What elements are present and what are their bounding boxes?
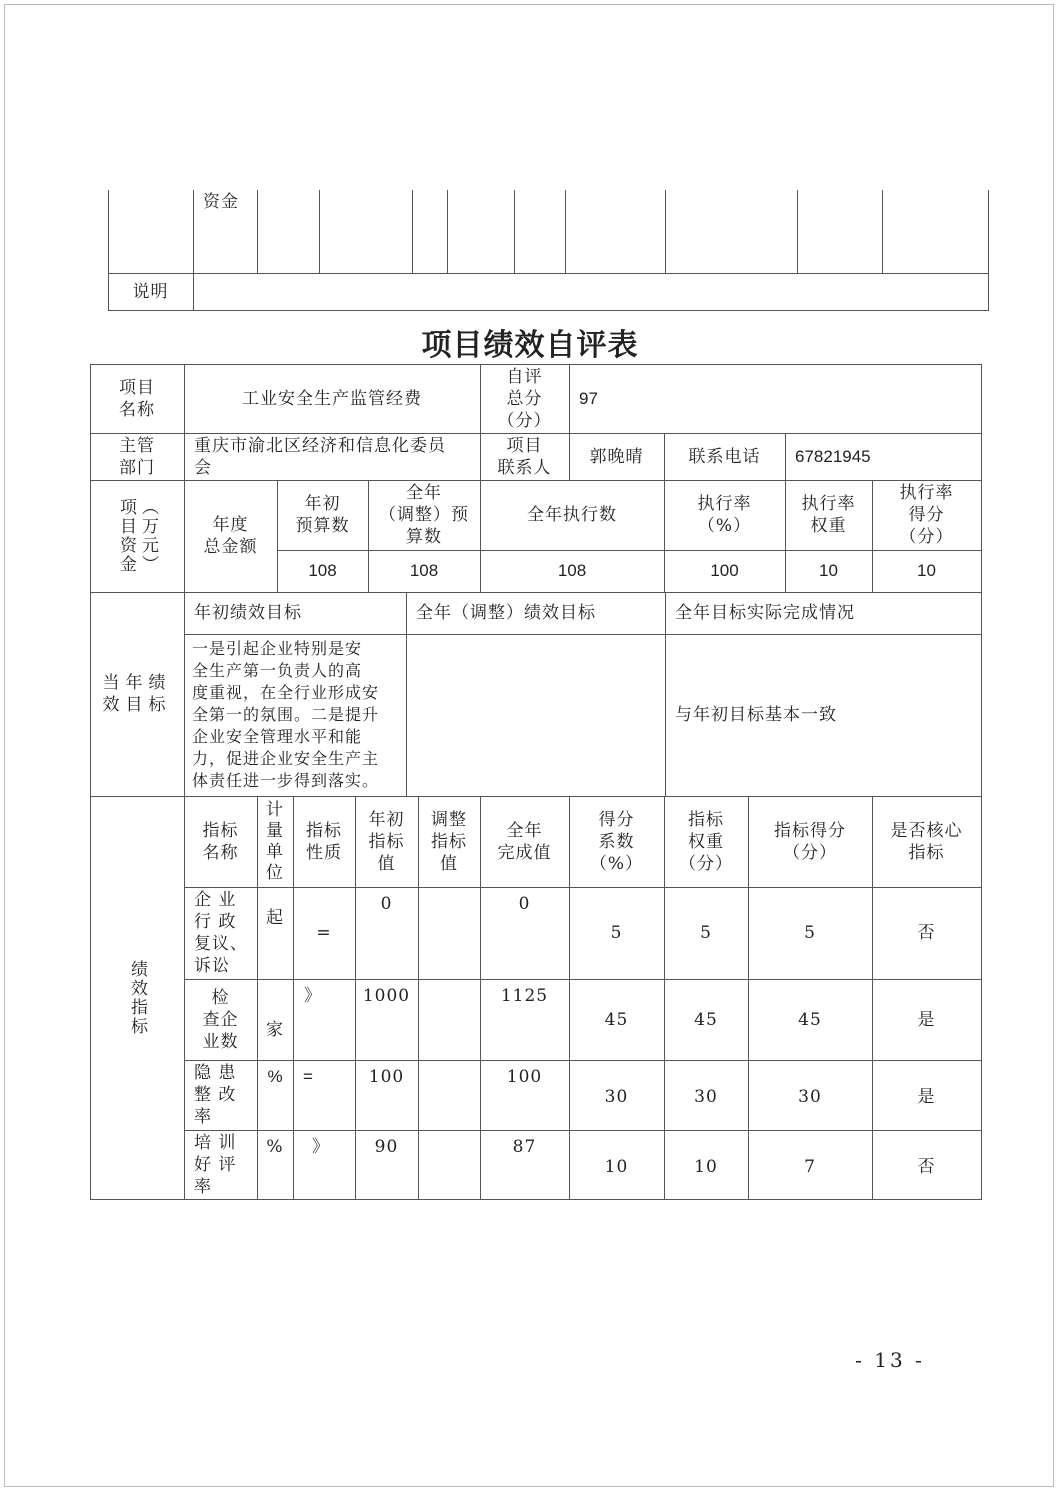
ind-initial-header: 年初 指标 值 (368, 809, 405, 874)
ind-row-3-name: 培 训 好 评 率 (194, 1132, 237, 1197)
exec-weight-value: 10 (819, 561, 838, 580)
ind-row-2-adjusted (418, 1060, 480, 1100)
self-score-label: 自评 总分 （分） (497, 366, 552, 431)
goals-label: 当年绩 效目标 (102, 673, 172, 715)
actual-goal-text: 与年初目标基本一致 (675, 705, 837, 725)
ind-core-header: 是否核心 指标 (890, 820, 963, 863)
adjusted-budget-header: 全年 （调整）预 算数 (379, 483, 469, 547)
ind-unit-header: 计 量 单 位 (266, 799, 284, 883)
executed-header: 全年执行数 (527, 505, 617, 525)
indicators-label-cell (90, 796, 184, 1199)
ind-row-0-completed: 0 (518, 894, 531, 914)
project-name-value: 工业安全生产监管经费 (242, 388, 422, 409)
ind-row-2-initial: 100 (368, 1067, 405, 1087)
exec-score-header: 执行率 得分 （分） (899, 483, 954, 547)
page-title: 项目绩效自评表 (421, 328, 639, 363)
ind-row-3-score: 7 (804, 1156, 816, 1177)
exec-rate-header: 执行率 （%） (697, 494, 752, 536)
fragment-funds-label: 资金 (203, 192, 239, 212)
ind-row-3-adjusted (418, 1130, 480, 1170)
self-score-value: 97 (579, 388, 598, 408)
ind-row-1-coef: 45 (604, 1009, 629, 1030)
ind-row-0-unit: 起 (266, 908, 284, 928)
initial-goal-text: 一是引起企业特别是安 全生产第一负责人的高 度重视，在全行业形成安 全第一的氛围。二是提升 企业安全管理水平和能 力，促进企业安全生产主 体责任进一步得到落实。 (192, 639, 380, 790)
phone-value: 67821945 (795, 446, 871, 466)
executed-value: 108 (557, 561, 587, 580)
ind-row-2-name: 隐 患 整 改 率 (194, 1063, 237, 1127)
ind-row-1-nature: 》 (304, 986, 322, 1006)
contact-value: 郭晚晴 (589, 446, 644, 467)
ind-row-1-core: 是 (917, 1009, 936, 1030)
ind-completed-header: 全年 完成值 (497, 820, 552, 863)
ind-coef-header: 得分 系数 （%） (589, 809, 644, 874)
page-number: - 13 - (855, 1348, 925, 1372)
ind-nature-header: 指标 性质 (306, 820, 342, 863)
ind-row-3-unit: % (266, 1137, 284, 1157)
ind-row-2-weight: 30 (694, 1087, 718, 1107)
indicators-label: 绩效指标 (127, 959, 147, 1036)
ind-row-0-core: 否 (917, 923, 936, 943)
ind-row-2-score: 30 (798, 1087, 822, 1107)
ind-row-0-score: 5 (804, 923, 816, 943)
ind-row-3-core: 否 (917, 1156, 936, 1177)
ind-adjusted-header: 调整 指标 值 (431, 809, 467, 874)
ind-weight-header: 指标 权重 （分） (679, 809, 733, 874)
ind-row-3-completed: 87 (512, 1137, 537, 1157)
ind-row-0-adjusted (418, 887, 480, 927)
ind-row-1-weight: 45 (694, 1009, 718, 1030)
ind-row-0-coef: 5 (610, 923, 623, 943)
ind-row-0-initial: 0 (380, 894, 393, 914)
ind-row-1-score: 45 (798, 1009, 822, 1030)
ind-row-2-unit: % (267, 1067, 283, 1086)
funds-label-cell (90, 480, 184, 592)
exec-rate-value: 100 (710, 561, 739, 580)
phone-label: 联系电话 (688, 446, 761, 467)
ind-row-1-adjusted (418, 979, 480, 1019)
fragment-note-label: 说明 (132, 281, 169, 302)
adjusted-budget-value: 108 (409, 561, 439, 580)
initial-budget-header: 年初 预算数 (295, 494, 350, 536)
ind-row-1-name: 检 查企 业数 (202, 987, 239, 1052)
ind-row-0-weight: 5 (700, 923, 712, 943)
adjusted-goal-text (406, 634, 665, 796)
ind-row-2-coef: 30 (604, 1087, 629, 1107)
ind-row-2-core: 是 (917, 1087, 936, 1107)
dept-value: 重庆市渝北区经济和信息化委员 会 (194, 435, 446, 478)
ind-row-0-name: 企 业 行 政 复议、 诉讼 (194, 890, 248, 976)
ind-score-header: 指标得分 （分） (774, 820, 846, 863)
ind-row-1-unit: 家 (266, 1020, 284, 1040)
initial-budget-value: 108 (308, 561, 337, 580)
annual-total-header: 年度 总金额 (203, 515, 258, 557)
ind-row-3-nature: 》 (312, 1137, 330, 1157)
ind-row-3-weight: 10 (694, 1156, 718, 1177)
exec-score-value: 10 (917, 561, 936, 580)
ind-row-3-initial: 90 (374, 1137, 399, 1157)
contact-label: 项目 联系人 (497, 435, 552, 478)
initial-goal-header: 年初绩效目标 (194, 603, 302, 623)
ind-row-1-completed: 1125 (500, 986, 549, 1006)
adjusted-goal-header: 全年（调整）绩效目标 (416, 603, 596, 623)
ind-row-2-completed: 100 (506, 1067, 543, 1087)
ind-row-1-initial: 1000 (362, 986, 411, 1006)
exec-weight-header: 执行率 权重 (801, 494, 856, 536)
actual-goal-header: 全年目标实际完成情况 (675, 603, 855, 623)
ind-name-header: 指标 名称 (202, 820, 239, 863)
funds-label: （万元） 项目资金 (116, 498, 158, 574)
ind-row-0-nature: = (316, 923, 332, 943)
project-name-label: 项目 名称 (119, 377, 155, 420)
ind-row-3-coef: 10 (604, 1156, 629, 1177)
dept-label: 主管 部门 (119, 435, 155, 478)
ind-row-2-nature: = (303, 1067, 313, 1086)
